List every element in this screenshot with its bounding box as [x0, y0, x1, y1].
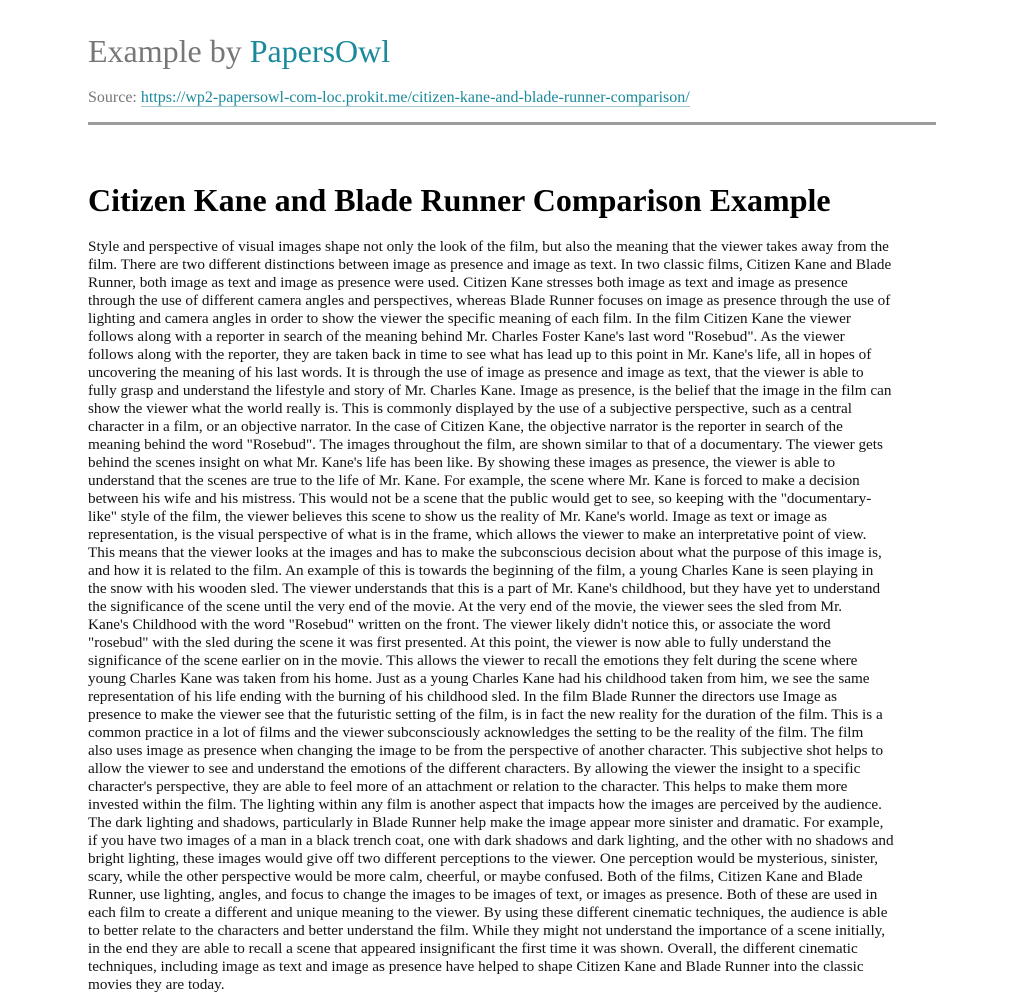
source-label: Source:: [88, 89, 137, 106]
document-title: Citizen Kane and Blade Runner Comparison Example: [88, 182, 831, 218]
document-body: Style and perspective of visual images shape not only the look of the film, but also the meaning that the viewer takes away from the film. There are two different distinctions between image as presence and image as text. In two classic films, Citizen Kane and Blade Runner, both image as text and image as presence were used. Citizen Kane stresses both image as text and image as presence through the use of different camera angles and perspectives, whereas Blade Runner focuses on image as presence through the use of lighting and camera angles in order to show the viewer the specific meaning of each film. In the film Citizen Kane the viewer follows along with a reporter in search of the meaning behind Mr. Charles Foster Kane's last word "Rosebud". As the viewer follows along with the reporter, they are taken back in time to see what has lead up to this point in Mr. Kane's life, all in hopes of uncovering the meaning of his last words. It is through the use of image as presence and image as text, that the viewer is able to fully grasp and understand the lifestyle and story of Mr. Charles Kane. Image as presence, is the belief that the image in the film can show the viewer what the world really is. This is commonly displayed by the use of a subjective perspective, such as a central character in a film, or an objective narrator. In the case of Citizen Kane, the objective narrator is the reporter in search of the meaning behind the word "Rosebud". The images throughout the film, are shown similar to that of a documentary. The viewer gets behind the scenes insight on what Mr. Kane's life has been like. By showing these images as presence, the viewer is able to understand that the scenes are true to the life of Mr. Kane. For example, the scene where Mr. Kane is forced to make a decision between his wife and his mistress. This would not be a scene that the public would get to see, so keeping with the "documentary- like" style of the film, the viewer believes this scene to show us the reality of Mr. Kane's world. Image as text or image as representation, is the visual perspective of what is in the frame, which allows the viewer to make an interpretative point of view. This means that the viewer looks at the images and has to make the subconscious decision about what the purpose of this image is, and how it is related to the film. An example of this is towards the beginning of the film, a young Charles Kane is seen playing in the snow with his wooden sled. The viewer understands that this is a part of Mr. Kane's childhood, but they have yet to understand the significance of the scene until the very end of the movie. At the very end of the movie, the viewer sees the sled from Mr. Kane's Childhood with the word "Rosebud" written on the front. The viewer likely didn't notice this, or associate the word "rosebud" with the sled during the scene it was first presented. At this point, the viewer is now able to fully understand the significance of the scene earlier on in the movie. This allows the viewer to recall the emotions they felt during the scene where young Charles Kane was taken from his home. Just as a young Charles Kane had his childhood taken from him, we see the same representation of his life ending with the burning of his childhood sled. In the film Blade Runner the directors use Image as presence to make the viewer see that the futuristic setting of the film, is in fact the new reality for the duration of the film. This is a common practice in a lot of films and the viewer subconsciously acknowledges the setting to be the reality of the film. The film also uses image as presence when changing the image to be from the perspective of another character. This subjective shot helps to allow the viewer to see and understand the emotions of the different characters. By allowing the viewer the insight to a specific character's perspective, they are able to feel more of an attachment or relation to the character. This helps to make them more invested within the film. The lighting within any film is another aspect that impacts how the images are perceived by the audience. The dark lighting and shadows, particularly in Blade Runner help make the image appear more sinister and dramatic. For example, if you have two images of a man in a black trench coat, one with dark shadows and dark lighting, and the other with no shadows and bright lighting, these images would give off two different perceptions to the viewer. One perception would be mysterious, sinister, scary, while the other perspective would be more calm, cheerful, or maybe confused. Both of the films, Citizen Kane and Blade Runner, use lighting, angles, and focus to change the images to be images of text, or images as presence. Both of these are used in each film to create a different and unique meaning to the viewer. By using these different cinematic techniques, the audience is able to better relate to the characters and better understand the film. While they might not understand the importance of a scene initially, in the end they are able to recall a scene that appeared insignificant the first time it was shown. Overall, the different cinematic techniques, including image as text and image as presence have helped to shape Citizen Kane and Blade Runner into the classic movies they are today.: [88, 238, 894, 993]
source-line: [88, 88, 690, 108]
source-link[interactable]: https://wp2-papersowl-com-loc.prokit.me/citizen-kane-and-blade-runner-comparison/: [140, 89, 690, 106]
brand-header: [88, 31, 390, 71]
header-divider: [88, 122, 936, 125]
brand-prefix: Example by: [88, 33, 242, 69]
brand-name: PapersOwl: [249, 33, 391, 69]
